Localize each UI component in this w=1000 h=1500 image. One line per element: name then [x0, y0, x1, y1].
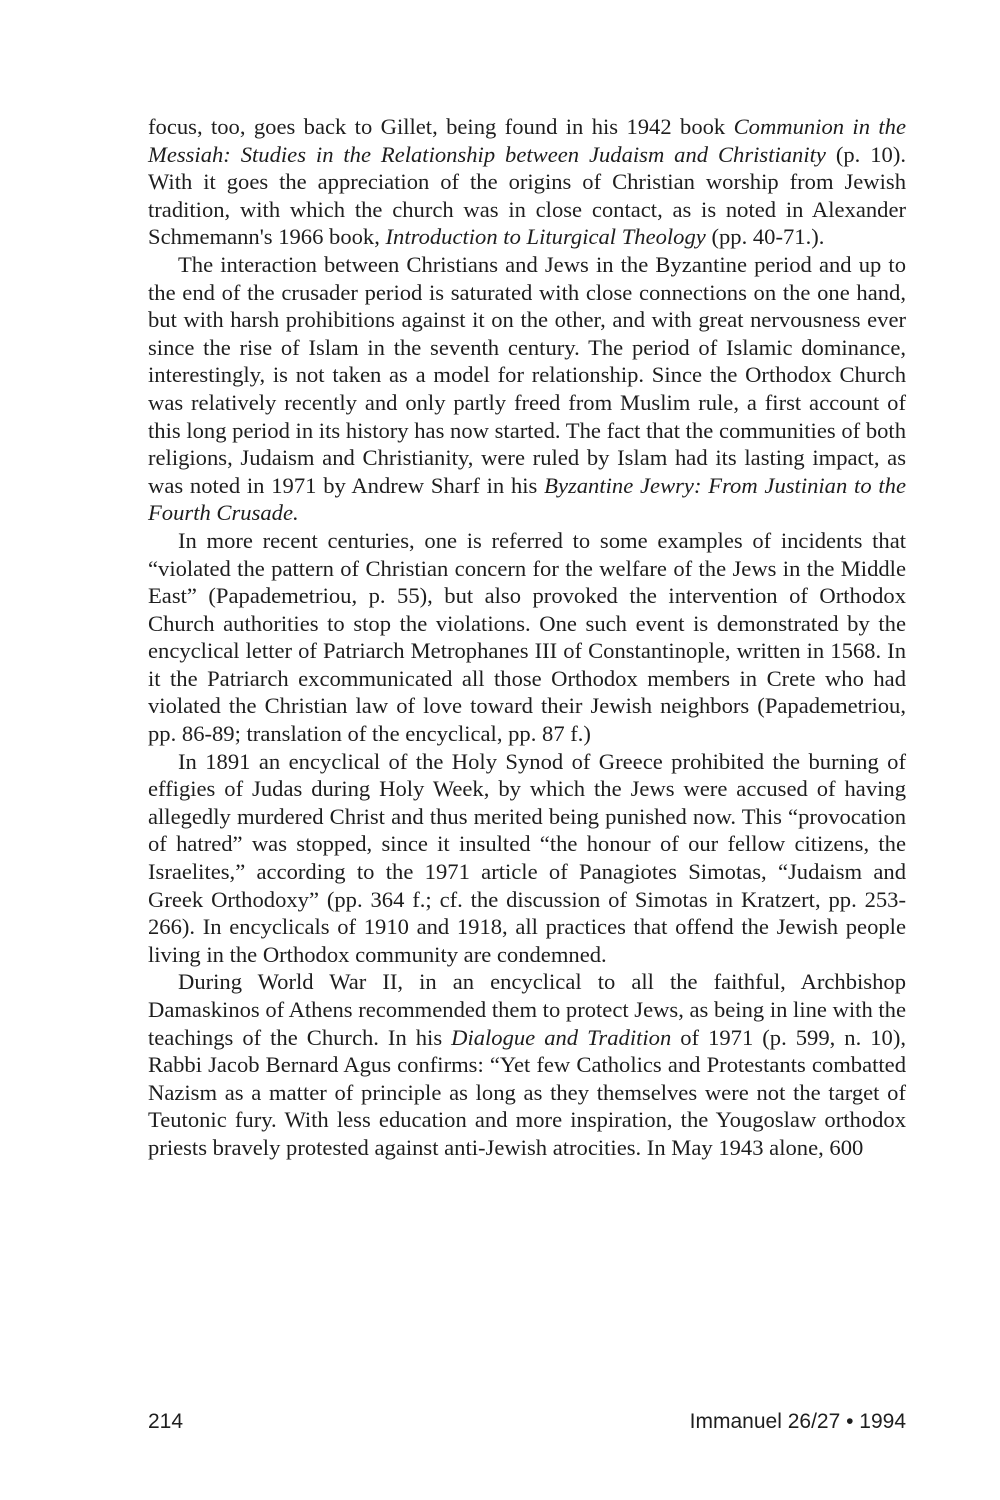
text-run: of 1971 (p. 599, n. 10), Rabbi Jacob Bernard Agus confirms: “Yet few Catholics and Protestants combatted Nazism as a matter of principle as long as they themselves were not the target of Teutonic fury. With less education and more inspiration, the Yougoslaw orthodox priests bravely protested against anti-Jewish atrocities. In May 1943 alone, 600 [148, 1024, 906, 1160]
text-run: In 1891 an encyclical of the Holy Synod of Greece prohibited the burning of effigies of Judas during Holy Week, by which the Jews were accused of having allegedly murdered Christ and thus merited being punished now. This “provocation of hatred” was stopped, since it insulted “the honour of our fellow citizens, the Israelites,” according to the 1971 article of Panagiotes Simotas, “Judaism and Greek Orthodoxy” (pp. 364 f.; cf. the discussion of Simotas in Kratzert, pp. 253-266). In encyclicals of 1910 and 1918, all practices that offend the Jewish people living in the Orthodox community are condemned. [148, 748, 906, 967]
book-title-byzantine: Byzantine Jewry: From Justinian to the Fourth Crusade. [148, 472, 906, 526]
text-run: (pp. 40-71.). [705, 224, 825, 250]
book-title-liturgical: Introduction to Liturgical Theology [385, 224, 706, 250]
text-run: In more recent centuries, one is referred to some examples of incidents that “violated the pattern of Christian concern for the welfare of the Jews in the Middle East” (Papademetriou, p. 55), but also provoked the intervention of Orthodox Church authorities to stop the violations. One such event is demonstrated by the encyclical letter of Patriarch Metrophanes III of Constantinople, written in 1568. In it the Patriarch excommunicated all those Orthodox members in Crete who had violated the Christian law of love toward their Jewish neighbors (Papademetriou, pp. 86-89; translation of the encyclical, pp. 87 f.) [148, 527, 906, 747]
article-body [148, 113, 906, 1162]
text-run: (p. 10). With it goes the appreciation of the origins of Christian worship from Jewish tradition, with which the church was in close contact, as is noted in Alexander Schmemann's 1966 book, [148, 141, 906, 250]
text-run: focus, too, goes back to Gillet, being found in his 1942 book [148, 114, 734, 139]
journal-citation: Immanuel 26/27 • 1994 [689, 1410, 906, 1433]
paragraph-1 [148, 113, 906, 251]
text-run: The interaction between Christians and Jews in the Byzantine period and up to the end of the crusader period is saturated with close connections on the one hand, but with harsh prohibitions against it on the other, and with great nervousness ever since the rise of Islam in the seventh century. The period of Islamic dominance, interestingly, is not taken as a model for relationship. Since the Orthodox Church was relatively recently and only partly freed from Muslim rule, a first account of this long period in its history has now started. The fact that the communities of both religions, Judaism and Christianity, were ruled by Islam had its lasting impact, as was noted in 1971 by Andrew Sharf in his [148, 251, 906, 498]
page-footer [148, 1410, 906, 1440]
paragraph-5 [148, 968, 906, 1161]
paragraph-3 [148, 527, 906, 748]
paragraph-4 [148, 748, 906, 969]
text-run: During World War II, in an encyclical to all the faithful, Archbishop Damaskinos of Athens recommended them to protect Jews, as being in line with the teachings of the Church. In his [148, 969, 906, 1050]
paragraph-2 [148, 251, 906, 527]
book-title-communion: Communion in the Messiah: Studies in the Relationship between Judaism and Christianity [148, 114, 906, 167]
page-number: 214 [148, 1410, 184, 1433]
book-title-dialogue: Dialogue and Tradition [451, 1024, 672, 1050]
